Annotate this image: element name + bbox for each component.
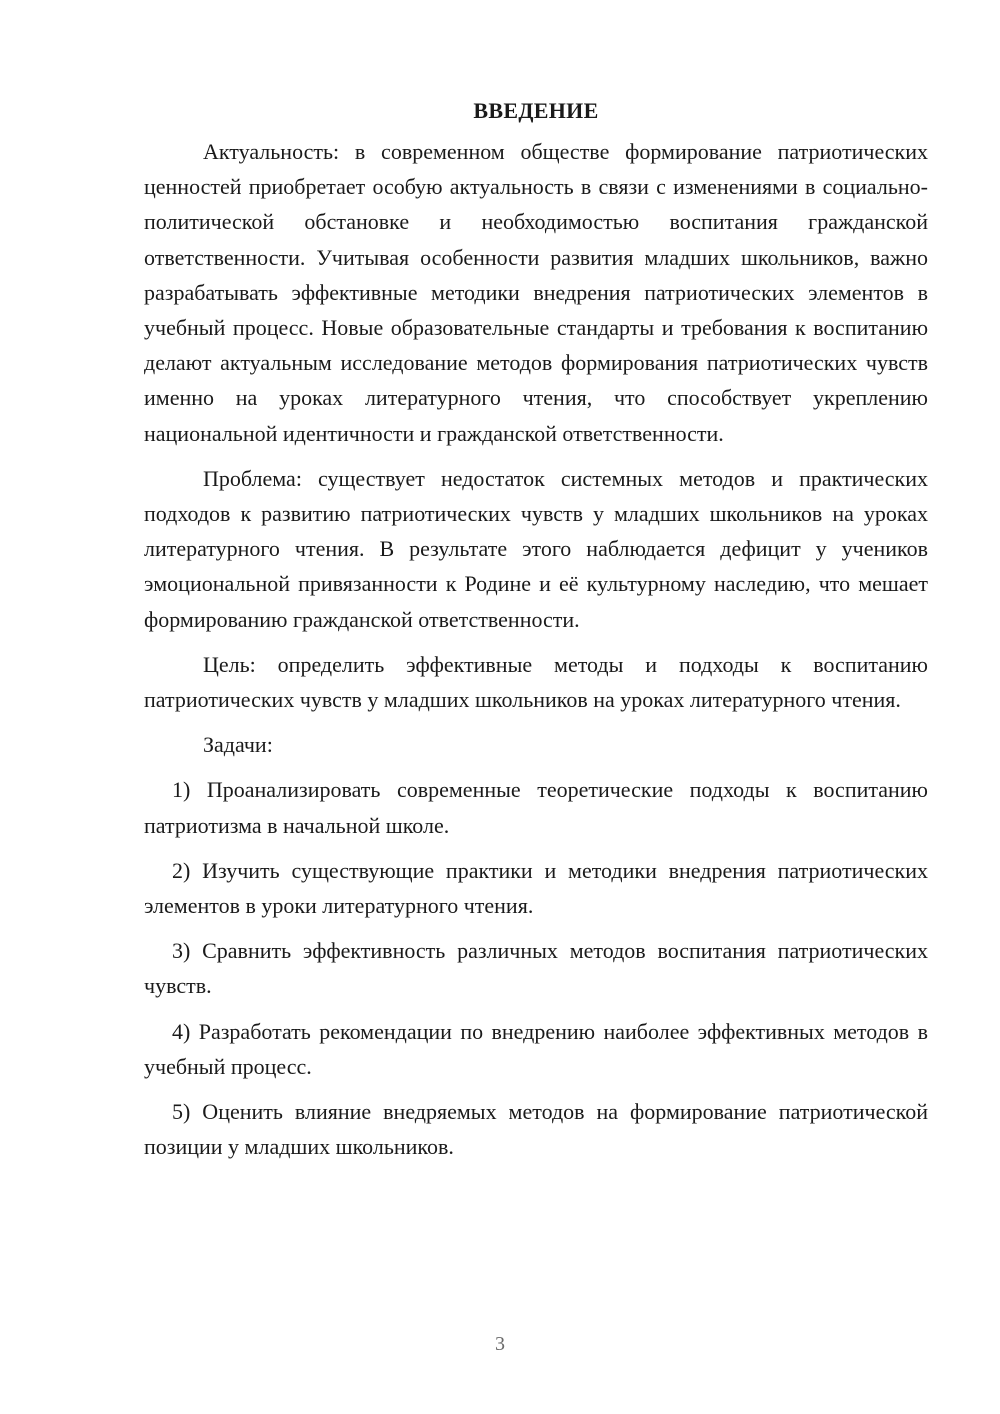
task-item-3: 3) Сравнить эффективность различных методов воспитания патриотических чувств. [144,938,928,999]
paragraph-relevance: Актуальность: в современном обществе формирование патриотических ценностей приобретает особую актуальность в связи с изменениями в социально-политической обстановке и необходимостью воспитания гражданской ответственности. Учитывая особенности развития младших школьников, важно разрабатывать эффективные методики внедрения патриотических элементов в учебный процесс. Новые образовательные стандарты и требования к воспитанию делают актуальным исследование методов формирования патриотических чувств именно на уроках литературного чтения, что способствует укреплению национальной идентичности и гражданской ответственности. [144,139,928,446]
task-item-1: 1) Проанализировать современные теоретические подходы к воспитанию патриотизма в начальной школе. [144,777,928,838]
task-item-4: 4) Разработать рекомендации по внедрению наиболее эффективных методов в учебный процесс. [144,1018,928,1079]
tasks-list [144,772,928,1164]
paragraph-problem: Проблема: существует недостаток системных методов и практических подходов к развитию патриотических чувств у младших школьников на уроках литературного чтения. В результате этого наблюдается дефицит у учеников эмоциональной привязанности к Родине и её культурному наследию, что мешает формированию гражданской ответственности. [144,465,928,632]
tasks-label: Задачи: [203,732,273,758]
task-item-5: 5) Оценить влияние внедряемых методов на формирование патриотической позиции у младших школьников. [144,1099,928,1160]
document-page [144,96,928,1174]
page-title: ВВЕДЕНИЕ [473,98,599,123]
paragraph-goal: Цель: определить эффективные методы и подходы к воспитанию патриотических чувств у младших школьников на уроках литературного чтения. [144,651,928,713]
task-item-2: 2) Изучить существующие практики и методики внедрения патриотических элементов в уроки литературного чтения. [144,857,928,919]
page-number: 3 [495,1333,505,1355]
